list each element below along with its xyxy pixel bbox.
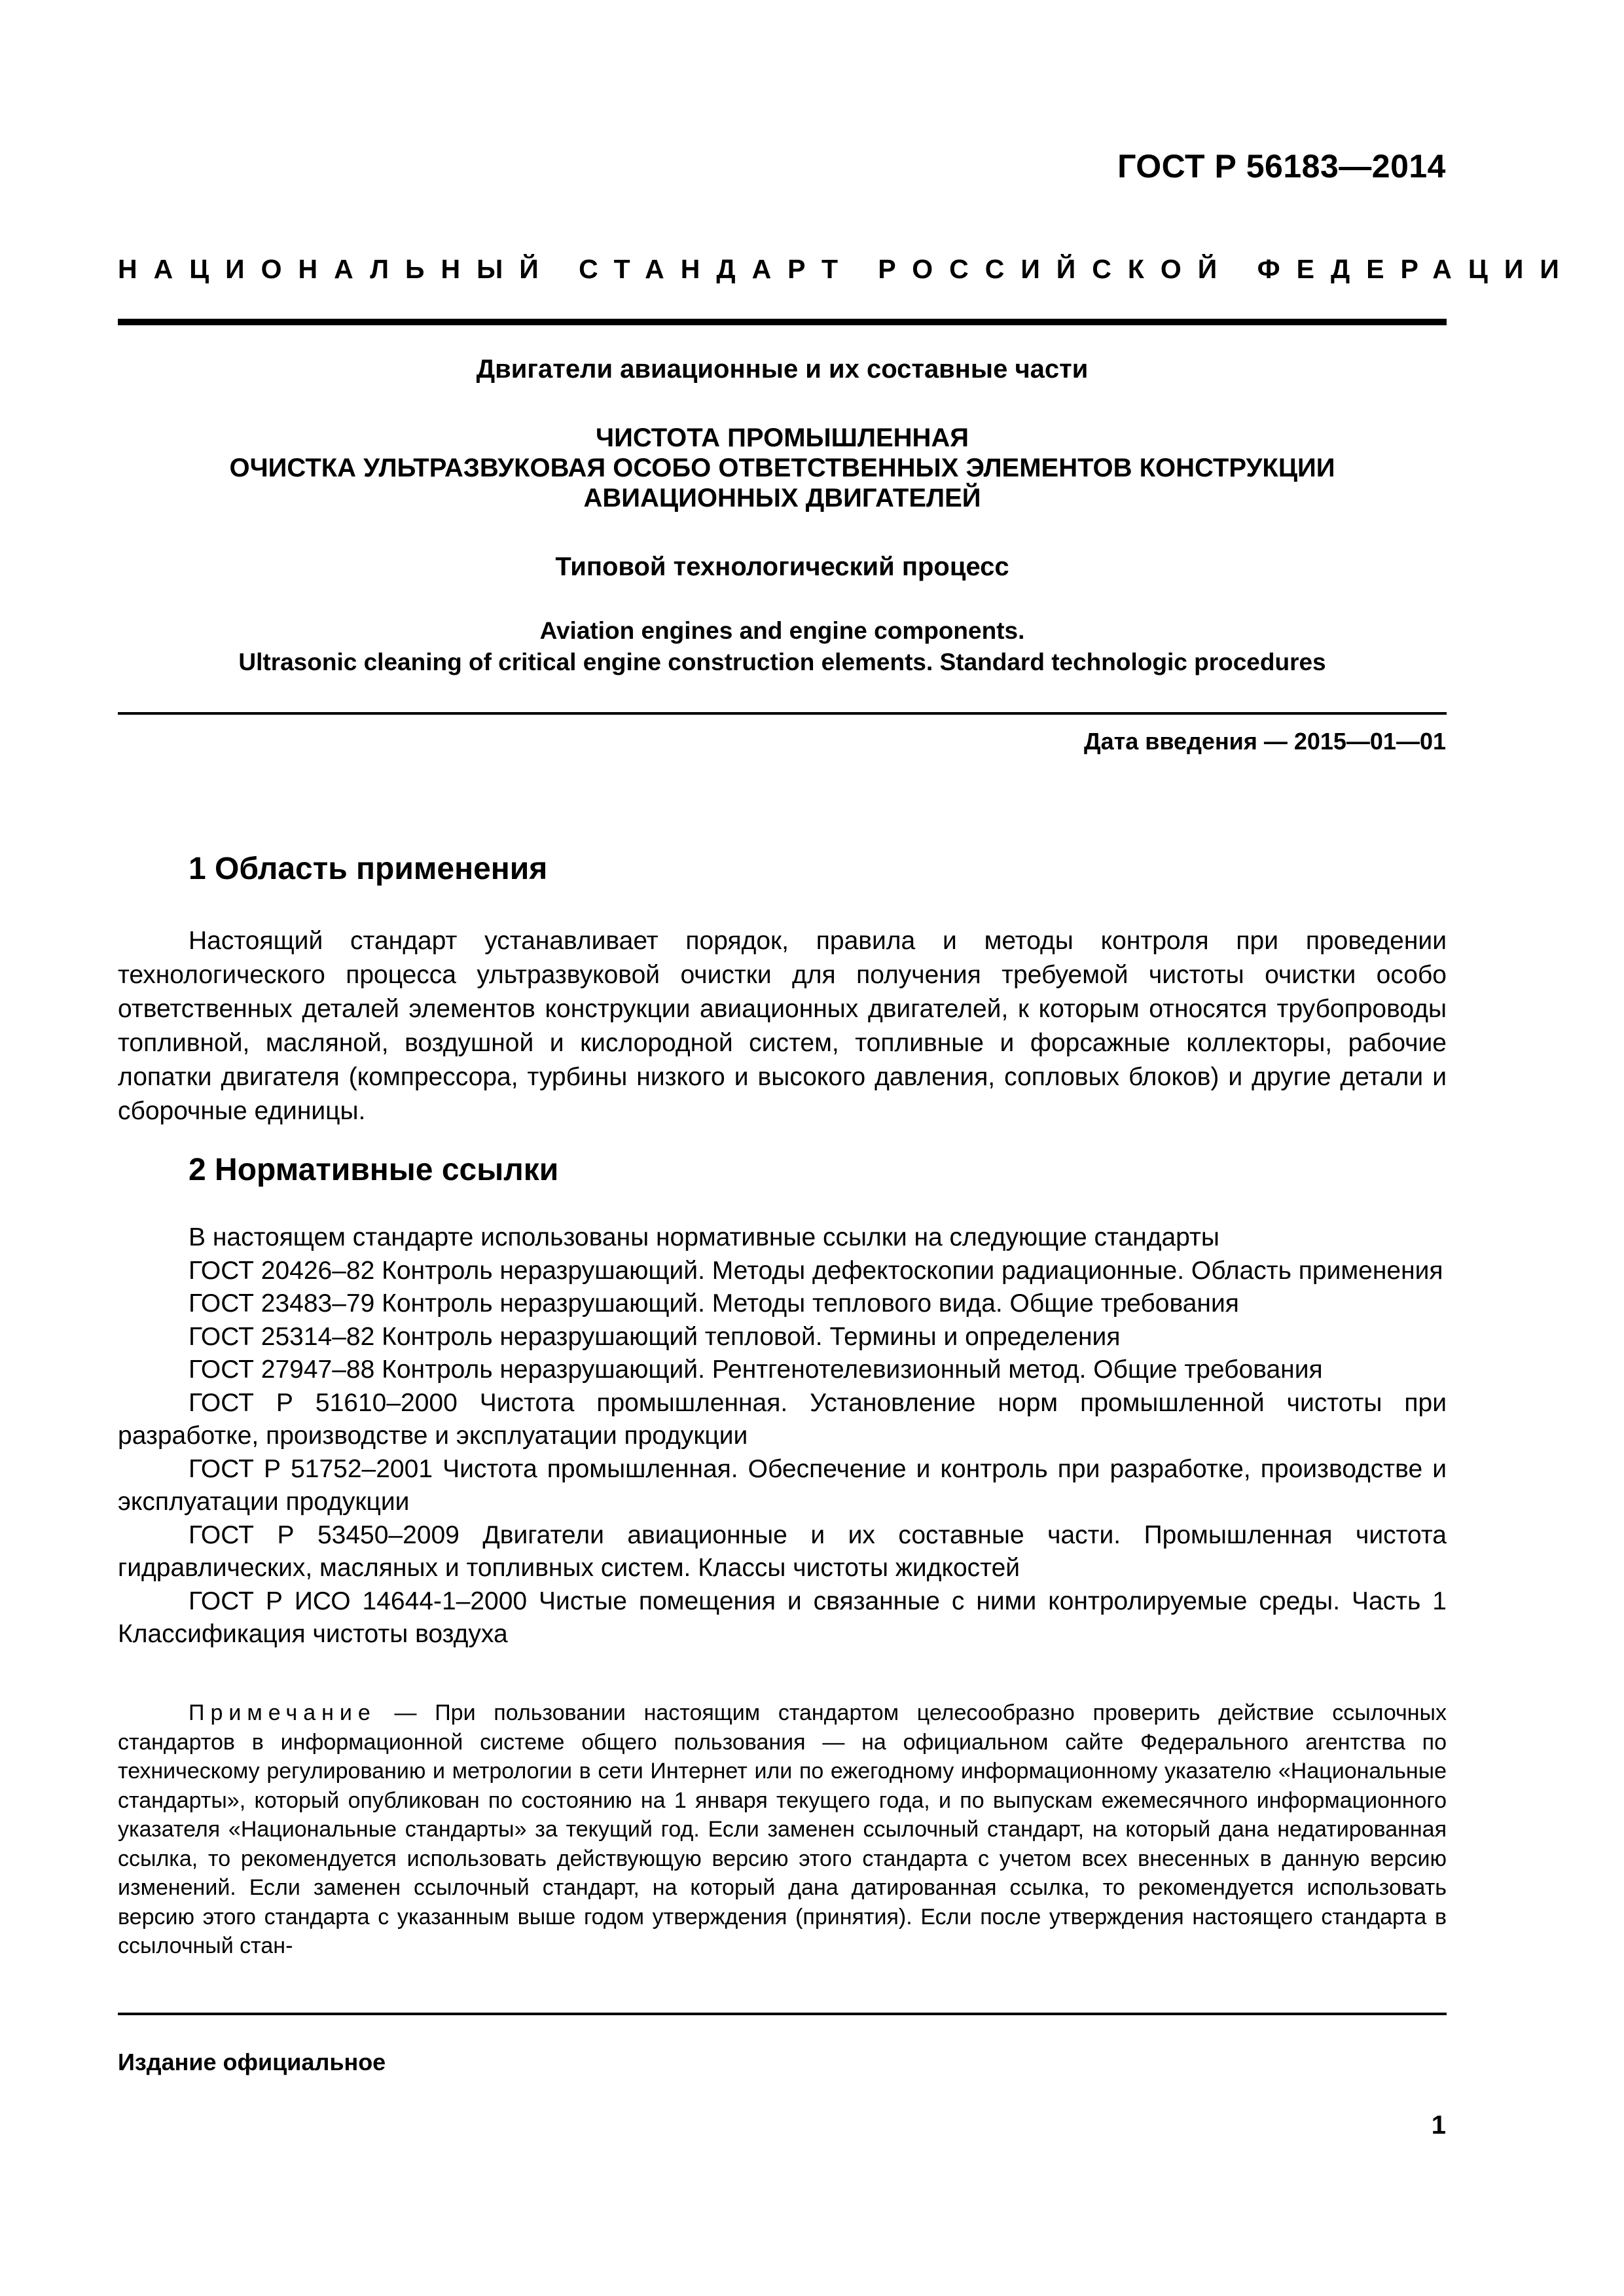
footer-divider <box>118 2013 1447 2015</box>
section-2-heading: 2 Нормативные ссылки <box>189 1153 559 1187</box>
national-standard-heading: НАЦИОНАЛЬНЫЙ СТАНДАРТ РОССИЙСКОЙ ФЕДЕРАЦИИ <box>118 254 1576 284</box>
note-text: — При пользовании настоящим стандартом целесообразно проверить действие ссылочных стандартов в информационной системе общего пользования — на официальном сайте Федерального агентства по техническому регулированию и метрологии в сети Интернет или по ежегодному информационному указателю «Национальные стандарты», который опубликован по состоянию на 1 января текущего года, и по выпускам ежемесячного информационного указателя «Национальные стандарты» за текущий год. Если заменен ссылочный стандарт, на который дана недатированная ссылка, то рекомендуется использовать действующую версию этого стандарта с учетом всех внесенных в данную версию изменений. Если заменен ссылочный стандарт, на который дана датированная ссылка, то рекомендуется использовать версию этого стандарта с указанным выше годом утверждения (принятия). Если после утверждения настоящего стандарта в ссылочный стан- <box>118 1700 1447 1958</box>
main-title-line: ОЧИСТКА УЛЬТРАЗВУКОВАЯ ОСОБО ОТВЕТСТВЕННЫХ ЭЛЕМЕНТОВ КОНСТРУКЦИИ <box>229 454 1335 482</box>
reference-item: ГОСТ 20426–82 Контроль неразрушающий. Методы дефектоскопии радиационные. Область применения <box>189 1256 1443 1285</box>
intro-date: Дата введения — 2015—01—01 <box>1083 728 1446 755</box>
main-title-line: АВИАЦИОННЫХ ДВИГАТЕЛЕЙ <box>583 484 981 512</box>
reference-item: ГОСТ Р 53450–2009 Двигатели авиационные и их составные части. Промышленная чистота гидравлических, масляных и топливных систем. Классы чистоты жидкостей <box>118 1520 1447 1582</box>
official-edition-label: Издание официальное <box>118 2049 386 2075</box>
header-divider <box>118 319 1447 325</box>
gost-number: ГОСТ Р 56183—2014 <box>1117 148 1446 185</box>
english-title <box>118 615 1447 678</box>
reference-item: ГОСТ Р 51610–2000 Чистота промышленная. Установление норм промышленной чистоты при разработке, производстве и эксплуатации продукции <box>118 1388 1447 1450</box>
references-intro: В настоящем стандарте использованы нормативные ссылки на следующие стандарты <box>189 1223 1219 1251</box>
english-title-line: Ultrasonic cleaning of critical engine construction elements. Standard technologic procedures <box>238 649 1326 675</box>
normative-references-list <box>118 1221 1447 1651</box>
reference-item: ГОСТ Р ИСО 14644-1–2000 Чистые помещения и связанные с ними контролируемые среды. Часть 1 Классификация чистоты воздуха <box>118 1587 1447 1648</box>
title-block <box>118 353 1447 678</box>
reference-item: ГОСТ 25314–82 Контроль неразрушающий тепловой. Термины и определения <box>189 1322 1121 1351</box>
section-1-heading: 1 Область применения <box>189 852 548 886</box>
note-label: Примечание <box>189 1700 376 1725</box>
page-number: 1 <box>1431 2111 1446 2140</box>
reference-item: ГОСТ 27947–88 Контроль неразрушающий. Рентгенотелевизионный метод. Общие требования <box>189 1355 1323 1384</box>
title-divider <box>118 712 1447 715</box>
main-title <box>118 423 1447 513</box>
reference-item: ГОСТ Р 51752–2001 Чистота промышленная. Обеспечение и контроль при разработке, производстве и эксплуатации продукции <box>118 1454 1447 1516</box>
main-title-line: ЧИСТОТА ПРОМЫШЛЕННАЯ <box>595 423 969 452</box>
reference-item: ГОСТ 23483–79 Контроль неразрушающий. Методы теплового вида. Общие требования <box>189 1289 1239 1318</box>
english-title-line: Aviation engines and engine components. <box>539 617 1025 644</box>
process-title: Типовой технологический процесс <box>555 552 1009 581</box>
note-block <box>118 1698 1447 1961</box>
subject-title: Двигатели авиационные и их составные части <box>476 355 1089 384</box>
section-1-text: Настоящий стандарт устанавливает порядок, правила и методы контроля при проведении технологического процесса ультразвуковой очистки для получения требуемой чистоты очистки особо ответственных деталей элементов конструкции авиационных двигателей, к которым относятся трубопроводы топливной, масляной, воздушной и кислородной систем, топливные и форсажные коллекторы, рабочие лопатки двигателя (компрессора, турбины низкого и высокого давления, сопловых блоков) и другие детали и сборочные единицы. <box>118 927 1447 1125</box>
